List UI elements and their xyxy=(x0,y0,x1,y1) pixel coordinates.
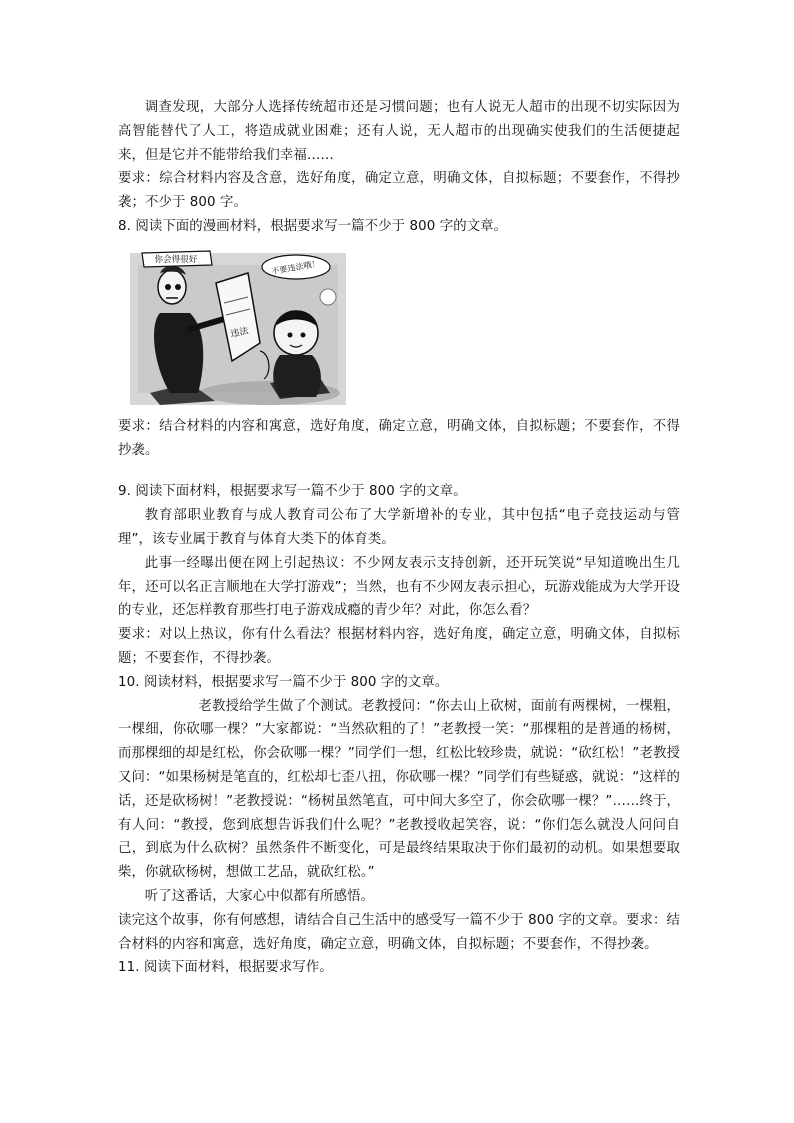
q10-paragraph-2: 听了这番话，大家心中似都有所感悟。 xyxy=(144,888,375,904)
q10-story-paragraph: 老教授给学生做了个测试。老教授问：“你去山上砍树，面前有两棵树，一棵粗，一棵细，你砍哪一棵？”大家都说：“当然砍粗的了！”老教授一笑：“那棵粗的是普通的杨树，而那棵细的却是红松，你会砍哪一棵？”同学们一想，红松比较珍贵，就说：“砍红松！”老教授又问：“如果杨树是笔直的，红松却七歪八扭，你砍哪一棵？”同学们有些疑惑，就说：“这样的话，还是砍杨树！”老教授说：“杨树虽然笔直，可中间大多空了，你会砍哪一棵？”……终于，有人问：“教授，您到底想告诉我们什么呢？”老教授收起笑容，说：“你们怎么就没人问问自己，到底为什么砍树？虽然条件不断变化，可是最终结果取决于你们最初的动机。如果想要取柴，你就砍杨树，想做工艺品，就砍红松。” xyxy=(118,698,680,881)
spacer xyxy=(118,462,680,480)
q8-cartoon-image xyxy=(120,243,350,409)
q9-paragraph-1: 教育部职业教育与成人教育司公布了大学新增补的专业，其中包括“电子竞技运动与管理”，该专业属于教育与体育大类下的体育类。 xyxy=(118,508,680,547)
q10-requirement: 读完这个故事，你有何感想，请结合自己生活中的感受写一篇不少于 800 字的文章。要求：结合材料的内容和寓意，选好角度，确定立意，明确文体，自拟标题；不要套作，不得抄袭。 xyxy=(118,912,680,952)
cartoon-paper-text: 违法 xyxy=(229,326,250,340)
q7-material-paragraph: 调查发现，大部分人选择传统超市还是习惯问题；也有人说无人超市的出现不切实际因为高智能替代了人工，将造成就业困难；还有人说，无人超市的出现确实使我们的生活便捷起来，但是它并不能带给我们幸福…… xyxy=(118,100,680,163)
q7-requirement: 要求：综合材料内容及含意，选好角度，确定立意，明确文体，自拟标题；不要套作，不得抄袭；不少于 800 字。 xyxy=(118,171,680,211)
q8-title: 8. 阅读下面的漫画材料，根据要求写一篇不少于 800 字的文章。 xyxy=(118,218,508,234)
document-page xyxy=(118,96,680,980)
q9-requirement: 要求：对以上热议，你有什么看法？根据材料内容，选好角度，确定立意，明确文体，自拟标题；不要套作，不得抄袭。 xyxy=(118,627,680,666)
q8-requirement: 要求：结合材料的内容和寓意，选好角度，确定立意，明确文体，自拟标题；不要套作，不得抄袭。 xyxy=(118,418,680,458)
q11-title: 11. 阅读下面材料，根据要求写作。 xyxy=(118,960,333,976)
q10-title: 10. 阅读材料，根据要求写一篇不少于 800 字的文章。 xyxy=(118,674,449,690)
cartoon-bubble-right-text: 不要违法哦！ xyxy=(270,258,321,276)
q9-title: 9. 阅读下面材料，根据要求写一篇不少于 800 字的文章。 xyxy=(118,484,467,500)
cartoon-bubble-left-text: 你会得很好 xyxy=(154,254,198,265)
q9-paragraph-2: 此事一经曝出便在网上引起热议：不少网友表示支持创新，还开玩笑说“早知道晚出生几年，还可以名正言顺地在大学打游戏”；当然，也有不少网友表示担心，玩游戏能成为大学开设的专业，还怎样教育那些打电子游戏成瘾的青少年？对此，你怎么看？ xyxy=(118,555,680,619)
